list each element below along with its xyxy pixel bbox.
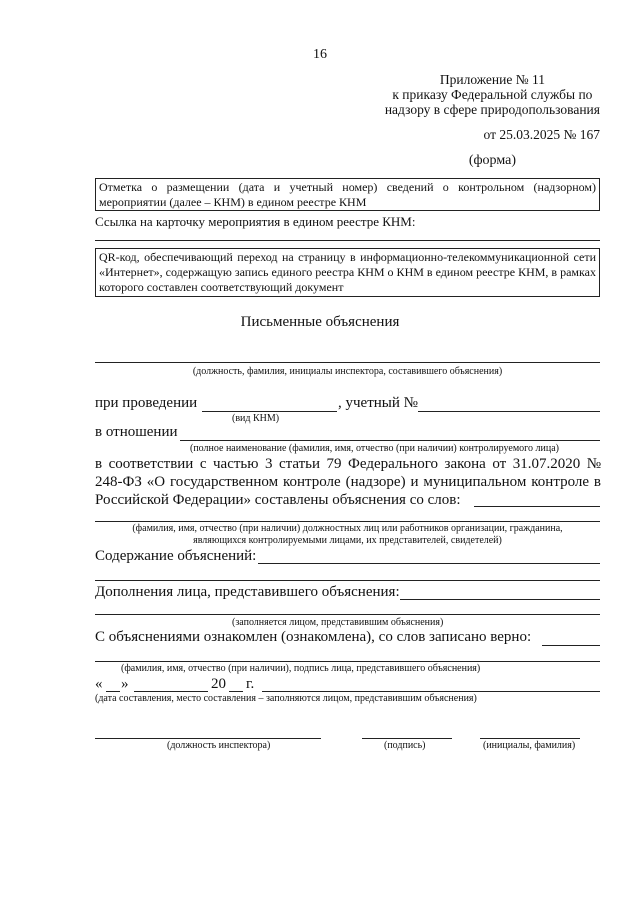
filled-by-caption: (заполняется лицом, представившим объяснения)	[232, 617, 444, 628]
date-open-quote: «	[95, 676, 103, 692]
explanations-from-field-line[interactable]	[474, 506, 600, 507]
initials-caption: (инициалы, фамилия)	[483, 740, 576, 751]
place-field-line[interactable]	[262, 691, 600, 692]
during-label: при проведении	[95, 395, 198, 411]
signature-caption: (фамилия, имя, отчество (при наличии), подпись лица, представившего объяснения)	[121, 663, 481, 674]
acquainted-field-line-1[interactable]	[542, 645, 600, 646]
document-title: Письменные объяснения	[240, 314, 400, 330]
acquainted-field-line-2[interactable]	[95, 661, 600, 662]
knm-type-caption: (вид КНМ)	[232, 413, 280, 424]
initials-line[interactable]	[480, 738, 580, 739]
additions-label: Дополнения лица, представившего объяснения:	[95, 584, 400, 600]
account-number-label: , учетный №	[338, 395, 418, 411]
day-field-line[interactable]	[106, 691, 120, 692]
regarding-label: в отношении	[95, 424, 178, 440]
account-number-field-line[interactable]	[418, 411, 600, 412]
registry-mark-box: Отметка о размещении (дата и учетный номер) сведений о контрольном (надзорном) мероприятии (далее – КНМ) в едином реестре КНМ	[95, 178, 600, 211]
form-label: (форма)	[468, 153, 516, 168]
signature-caption-footer: (подпись)	[384, 740, 426, 751]
persons-caption-1: (фамилия, имя, отчество (при наличии) должностных лиц или работников организации, гражданина,	[132, 523, 563, 534]
card-link-label: Ссылка на карточку мероприятия в едином реестре КНМ:	[95, 214, 416, 229]
page-number: 16	[313, 47, 327, 62]
inspector-caption: (должность, фамилия, инициалы инспектора, составившего объяснения)	[192, 366, 503, 377]
persons-field-line[interactable]	[95, 521, 600, 522]
persons-caption-2: являющихся контролируемыми лицами, их представителей, свидетелей)	[193, 535, 502, 546]
knm-type-field-line[interactable]	[202, 411, 337, 412]
content-field-line-1[interactable]	[258, 563, 600, 564]
appendix-title: Приложение № 11	[439, 72, 545, 87]
appendix-header	[385, 72, 600, 117]
year-prefix: 20	[211, 676, 226, 692]
content-label: Содержание объяснений:	[95, 548, 257, 564]
appendix-line-3: надзору в сфере природопользования	[384, 102, 600, 117]
inspector-field-line[interactable]	[95, 362, 600, 363]
qr-code-box: QR-код, обеспечивающий переход на страницу в информационно-телекоммуникационной сети «Интернет», содержащую запись единого реестра КНМ о КНМ в едином реестре КНМ, в рамках которого составлен соответствующий документ	[95, 248, 600, 297]
year-suffix: г.	[246, 676, 255, 692]
acquainted-label: С объяснениями ознакомлен (ознакомлена), со слов записано верно:	[95, 629, 532, 645]
inspector-position-line[interactable]	[95, 738, 321, 739]
additions-field-line-2[interactable]	[95, 614, 600, 615]
law-paragraph-text: в соответствии с частью 3 статьи 79 Федерального закона от 31.07.2020 № 248-ФЗ «О государственном контроле (надзоре) и муниципальном контроле в Российской Федерации» составлены объяснения со слов:	[95, 456, 601, 508]
appendix-line-2: к приказу Федеральной службы по	[392, 87, 593, 102]
signature-line[interactable]	[362, 738, 452, 739]
date-close-quote: »	[121, 676, 129, 692]
content-field-line-2[interactable]	[95, 580, 600, 581]
additions-field-line-1[interactable]	[400, 599, 600, 600]
inspector-position-caption: (должность инспектора)	[167, 740, 271, 751]
controlled-person-field-line[interactable]	[180, 440, 600, 441]
controlled-person-caption: (полное наименование (фамилия, имя, отчество (при наличии) контролируемого лица)	[190, 443, 559, 454]
year-field-line[interactable]	[229, 691, 243, 692]
law-paragraph	[95, 455, 601, 509]
month-field-line[interactable]	[134, 691, 208, 692]
order-reference: от 25.03.2025 № 167	[483, 127, 600, 142]
card-link-line[interactable]	[95, 240, 600, 241]
date-place-caption: (дата составления, место составления – заполняются лицом, представившим объяснения)	[95, 693, 477, 704]
